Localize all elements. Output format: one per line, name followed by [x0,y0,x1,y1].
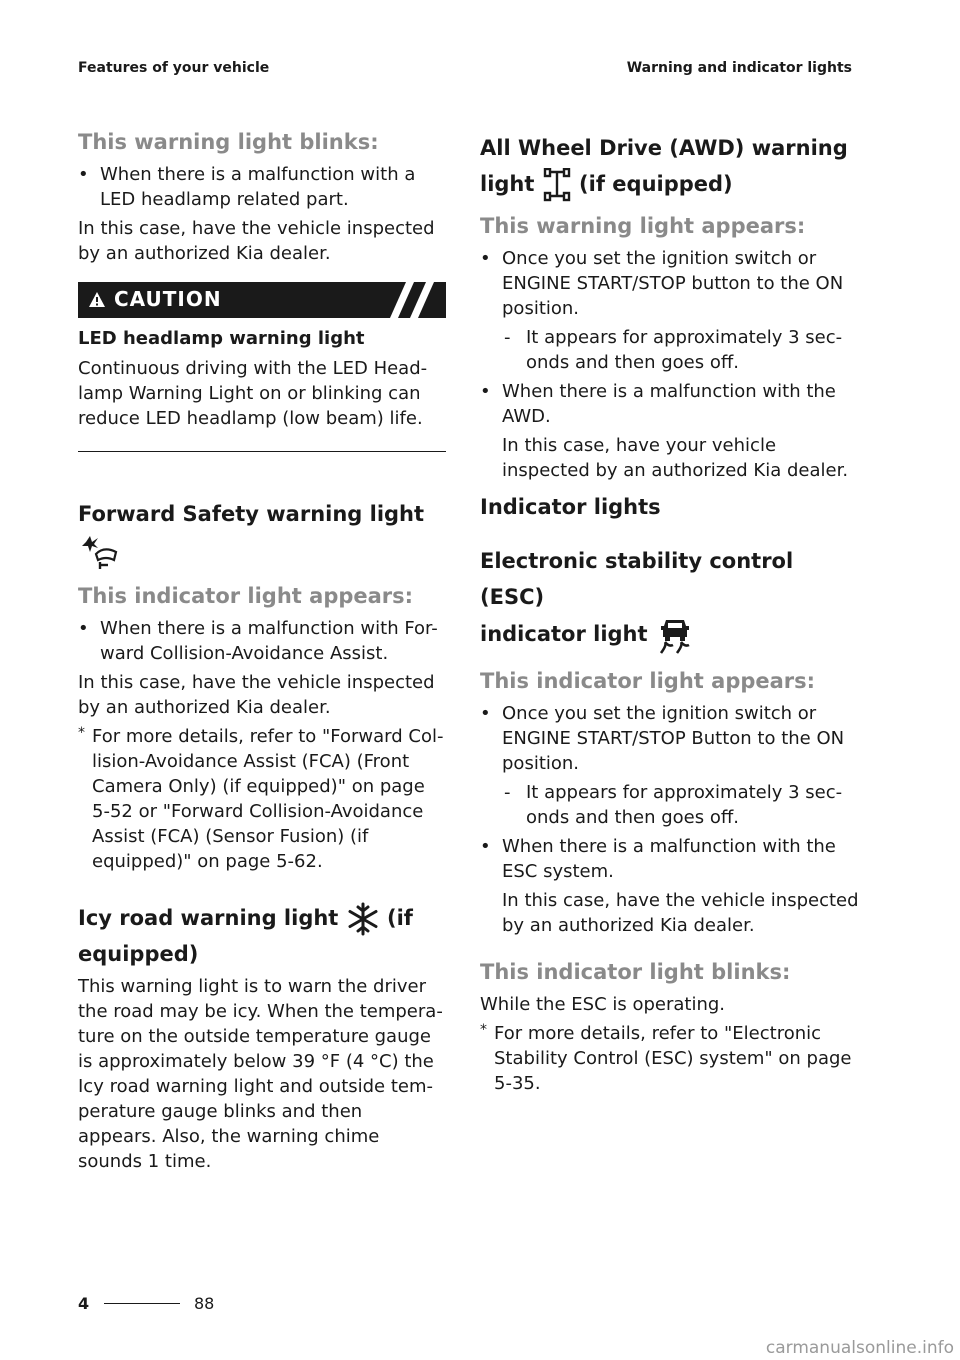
esc-note-text: For more details, refer to "Electronic Stability Control (ESC) system" on page 5-35. [494,1023,852,1094]
esc-skid-icon [655,615,695,655]
esc-blinks-paragraph: While the ESC is operating. [480,994,726,1015]
caution-banner [78,282,446,318]
awd-bullet-2: • When there is a malfunction with the AWD. [480,379,860,429]
header-section-title: Features of your vehicle [78,60,270,76]
caution-label: CAUTION [114,287,222,311]
footer-page-number: 88 [194,1294,215,1313]
esc-heading-line1: Electronic stability control (ESC) [480,549,794,609]
esc-heading [480,543,860,655]
note-star: * [78,725,85,741]
awd-heading-text-b: light [480,172,535,196]
esc-heading-line2 [480,615,860,655]
caution-title: LED headlamp warning light [78,328,365,349]
caution-stripes [376,282,446,318]
blinks-paragraph: In this case, have the vehicle inspected by an authorized Kia dealer. [78,218,435,264]
awd-icon [542,168,572,202]
awd-heading [480,130,860,202]
esc-blinks-subheading: This indicator light blinks: [480,960,791,984]
fsw-note-text: For more details, refer to "Forward Col-lision-Avoidance Assist (FCA) (Front Camera Only) (if equipped)" on page 5-52 or "Forward Collision-Avoidance Assist (FCA) (Sensor Fusion) (if equipped)" on page 5-62. [92,726,444,872]
esc-indented-para: In this case, have the vehicle inspected by an authorized Kia dealer. [502,890,859,936]
snowflake-icon [346,902,380,936]
footer-section-number: 4 [78,1294,90,1313]
indicator-lights-heading: Indicator lights [480,495,661,519]
esc-dash-1: - It appears for approximately 3 sec-onds and then goes off. [480,780,860,830]
icy-heading-text-b: (if equipped) [78,906,413,966]
footer-rule [104,1303,180,1304]
esc-note [480,1021,860,1096]
awd-heading-line1: All Wheel Drive (AWD) warning [480,136,848,160]
blinks-subheading: This warning light blinks: [78,130,379,154]
awd-indented-para: In this case, have your vehicle inspected by an authorized Kia dealer. [502,435,849,481]
watermark: carmanualsonline.info [765,1338,954,1358]
awd-heading-line2 [480,166,860,202]
awd-bullet-1: • Once you set the ignition switch or ENGINE START/STOP button to the ON position. [480,246,860,321]
fsw-subheading: This indicator light appears: [78,584,414,608]
fsw-paragraph: In this case, have the vehicle inspected by an authorized Kia dealer. [78,672,435,718]
right-column [480,130,860,1100]
esc-bullet-2: • When there is a malfunction with the ESC system. [480,834,860,884]
awd-subheading: This warning light appears: [480,214,806,238]
icy-heading [78,900,446,972]
fsw-heading [78,496,446,570]
awd-dash-1: - It appears for approximately 3 sec-onds and then goes off. [480,325,860,375]
esc-bullet-1: • Once you set the ignition switch or ENGINE START/STOP Button to the ON position. [480,701,860,776]
forward-safety-icon [78,532,120,570]
fsw-bullet: • When there is a malfunction with For-ward Collision-Avoidance Assist. [78,616,446,666]
caution-text: Continuous driving with the LED Head-lamp Warning Light on or blinking can reduce LED headlamp (low beam) life. [78,358,428,429]
icy-heading-text-a: Icy road warning light [78,906,339,930]
esc-subheading: This indicator light appears: [480,669,816,693]
note-star: * [480,1022,487,1038]
awd-heading-text-c: (if equipped) [579,172,733,196]
header-chapter-title: Warning and indicator lights [626,60,852,76]
esc-heading-text-b: indicator light [480,622,648,646]
fsw-note [78,724,446,874]
section-divider [78,451,446,452]
icy-paragraph: This warning light is to warn the driver the road may be icy. When the tempera-ture on the outside temperature gauge is approximately below 39 °F (4 °C) the Icy road warning light and outside tem-perature gauge blinks and then appears. Also, the warning chime sounds 1 time. [78,976,443,1172]
blinks-bullet: • When there is a malfunction with a LED headlamp related part. [78,162,446,212]
left-column [78,130,446,1174]
fsw-heading-text: Forward Safety warning light [78,502,425,526]
warning-triangle-icon [88,291,106,308]
